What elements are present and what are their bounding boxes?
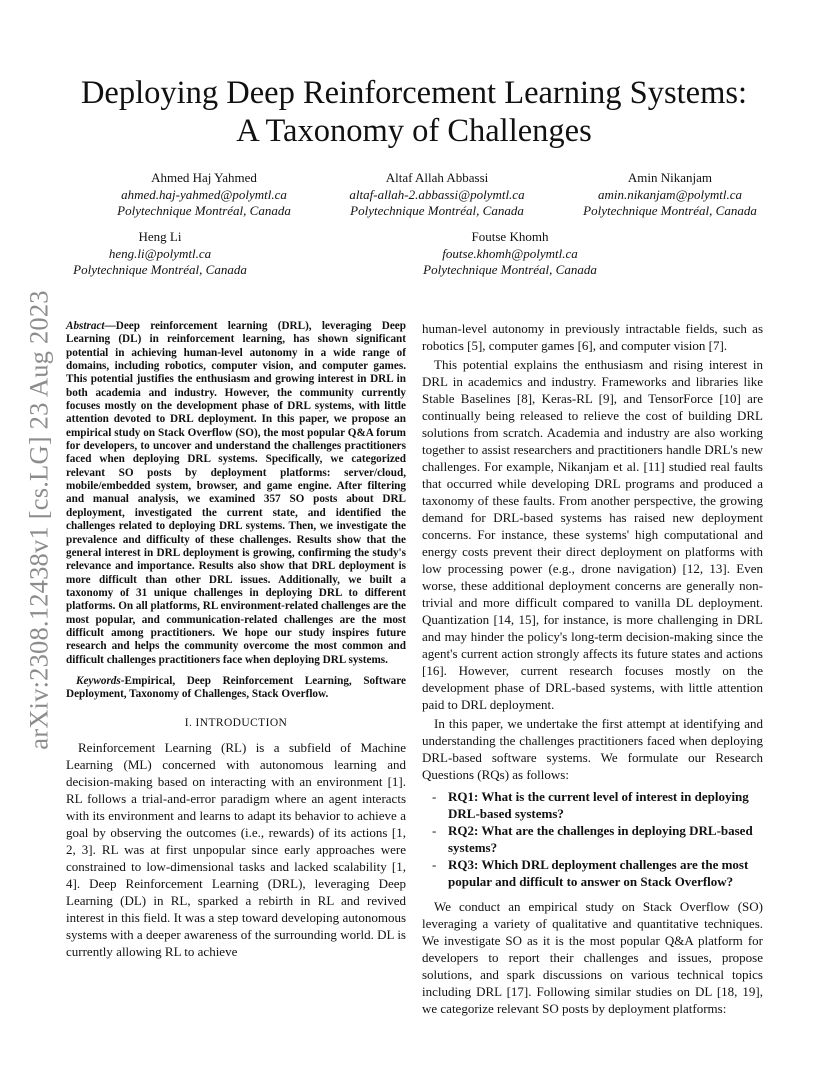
author-block-4: [30, 229, 290, 279]
arxiv-identifier: [23, 282, 55, 758]
research-question: [422, 788, 763, 822]
author-email: altaf-allah-2.abbassi@polymtl.ca: [349, 186, 525, 202]
author-block-5: [380, 229, 640, 279]
author-email: ahmed.haj-yahmed@polymtl.ca: [121, 186, 287, 202]
arxiv-identifier-text: arXiv:2308.12438v1 [cs.LG] 23 Aug 2023: [23, 290, 54, 750]
author-affiliation: Polytechnique Montréal, Canada: [117, 203, 291, 218]
intro-paragraph: human-level autonomy in previously intractable fields, such as robotics [5], computer games [6], and computer vision [7].: [422, 321, 763, 353]
list-dash: -: [432, 857, 437, 872]
paper-title: [60, 74, 768, 150]
author-affiliation: Polytechnique Montréal, Canada: [423, 262, 597, 277]
author-block-1: [74, 170, 334, 220]
research-question-text: RQ3: Which DRL deployment challenges are the most popular and difficult to answer on Stack Overflow?: [448, 857, 749, 889]
section-heading-introduction: I. INTRODUCTION: [184, 716, 288, 729]
author-email: foutse.khomh@polymtl.ca: [442, 245, 578, 261]
author-affiliation: Polytechnique Montréal, Canada: [73, 262, 247, 277]
intro-paragraph: Reinforcement Learning (RL) is a subfield of Machine Learning (ML) concerned with autonomous learning and decision-making based on interacting with an environment [1]. RL follows a trial-and-error paradigm where an agent interacts with its environment and learns to adapt its behavior to achieve a goal by observing the outcomes (i.e., rewards) of its actions [1, 2, 3]. RL was at first unpopular since early approaches were constrained to low-dimensional tasks and lacked scalability [1, 4]. Deep Reinforcement Learning (DRL), leveraging Deep Learning (DL) in RL, sparked a rebirth in RL and revived interest in this field. It was a step toward developing autonomous systems with a deeper awareness of the surrounding world. DL is currently allowing RL to achieve: [66, 739, 406, 959]
author-name: Amin Nikanjam: [627, 170, 713, 185]
research-question-text: RQ1: What is the current level of interest in deploying DRL-based systems?: [448, 789, 749, 821]
research-question: [422, 822, 763, 856]
author-name: Ahmed Haj Yahmed: [151, 170, 257, 185]
research-questions-list: [422, 788, 763, 890]
author-block-2: [307, 170, 567, 220]
intro-paragraph: We conduct an empirical study on Stack Overflow (SO) leveraging a variety of qualitative and quantitative techniques. We investigate SO as it is the most popular Q&A platform for developers to report their challenges and issues, propose solutions, and spark discussions on various technical topics including DRL [17]. Following similar studies on DL [18, 19], we categorize relevant SO posts by deployment platforms:: [422, 899, 763, 1016]
keywords-text: -Empirical, Deep Reinforcement Learning, Software Deployment, Taxonomy of Challenges, Stack Overflow.: [66, 674, 406, 701]
intro-paragraph: This potential explains the enthusiasm and rising interest in DRL in academics and industry. Frameworks and libraries like Stable Baselines [8], Keras-RL [9], and TensorForce [10] are continually being released to relieve the cost of building DRL solutions from scratch. Academia and industry are also working together to assist researchers and practitioners handle DRL's new challenges. For example, Nikanjam et al. [11] studied real faults that occurred while developing DRL programs and produced a taxonomy of these faults. From another perspective, the growing demand for DRL-based systems has raised new deployment concerns. For instance, these systems' high computational and energy costs prevent their direct deployment on platforms with low processing power (e.g., drone navigation) [12, 13]. Even worse, these additional deployment concerns are generally non-trivial and more difficult compared to vanilla DL deployment. Quantization [14, 15], for instance, is more challenging in DRL and may hinder the policy's long-term decision-making since the agent's current action strongly affects its future states and actions [16]. However, current research focuses mostly on the development phase of DRL-based systems, with little attention paid to DRL deployment.: [422, 357, 763, 712]
keywords: [66, 675, 406, 702]
author-block-3: [540, 170, 800, 220]
author-name: Heng Li: [138, 229, 182, 244]
author-name: Foutse Khomh: [471, 229, 549, 244]
author-name: Altaf Allah Abbassi: [385, 170, 489, 185]
author-email: amin.nikanjam@polymtl.ca: [597, 186, 743, 202]
title-line-2: A Taxonomy of Challenges: [236, 113, 592, 149]
abstract-text: —Deep reinforcement learning (DRL), leveraging Deep Learning (DL) in reinforcement learning, has shown significant potential in achieving human-level autonomy in a wide range of domains, including robotics, computer vision, and computer games. This potential justifies the enthusiasm and growing interest in DRL in both academia and industry. However, the community currently focuses mostly on the development phase of DRL systems, with little attention devoted to DRL deployment. In this paper, we propose an empirical study on Stack Overflow (SO), the most popular Q&A forum for developers, to uncover and understand the challenges practitioners faced when deploying DRL systems. Specifically, we categorized relevant SO posts by deployment platforms: server/cloud, mobile/embedded system, browser, and game engine. After filtering and manual analysis, we examined 357 SO posts about DRL deployment, investigated the current state, and identified the challenges related to deploying DRL systems. Then, we investigate the prevalence and difficulty of these challenges. Results show that the general interest in DRL deployment is growing, confirming the study's relevance and importance. Results also show that DRL deployment is more difficult than other DRL issues. Additionally, we built a taxonomy of 31 unique challenges in deploying DRL to different platforms. On all platforms, RL environment-related challenges are the most popular, and communication-related challenges are the most difficult among practitioners. We hope our study inspires future research and helps the community overcome the most common and difficult challenges practitioners face when deploying DRL systems.: [66, 320, 406, 666]
abstract-label: Abstract: [66, 320, 105, 332]
intro-paragraph: In this paper, we undertake the first attempt at identifying and understanding the challenges practitioners faced when deploying DRL-based software systems. We formulate our Research Questions (RQs) as follows:: [422, 716, 763, 782]
left-column: [66, 320, 406, 960]
author-email: heng.li@polymtl.ca: [108, 245, 212, 261]
author-affiliation: Polytechnique Montréal, Canada: [350, 203, 524, 218]
author-affiliation: Polytechnique Montréal, Canada: [583, 203, 757, 218]
research-question-text: RQ2: What are the challenges in deploying DRL-based systems?: [448, 823, 753, 855]
list-dash: -: [432, 823, 437, 838]
right-column: [422, 320, 763, 1017]
research-question: [422, 856, 763, 890]
keywords-label: Keywords: [76, 674, 121, 687]
list-dash: -: [432, 789, 437, 804]
abstract: [66, 320, 406, 667]
title-line-1: Deploying Deep Reinforcement Learning Systems:: [80, 75, 748, 111]
